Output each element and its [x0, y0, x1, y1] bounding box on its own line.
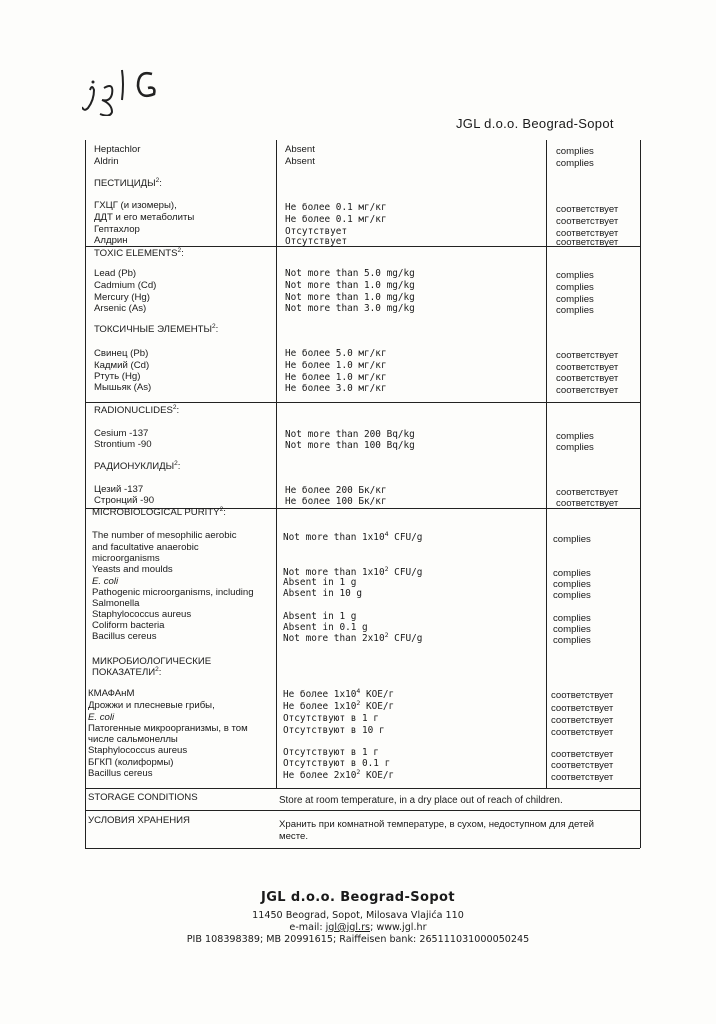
section-title	[94, 178, 162, 190]
cell-label: Патогенные микроорганизмы, в том	[88, 723, 248, 734]
cell-status: complies	[556, 442, 594, 453]
cell-value: Не более 1.0 мг/кг	[285, 360, 387, 371]
value-text: Не более 1x10	[283, 689, 357, 700]
cell-status: соответствует	[551, 715, 614, 726]
cell-label: Pathogenic microorganisms, including	[92, 587, 254, 598]
section-title	[94, 405, 179, 417]
cell-value: Отсутствуют в 1 г	[283, 747, 379, 758]
section-title	[94, 248, 184, 260]
cell-value: Absent	[285, 156, 315, 167]
cell-value: Not more than 100 Bq/kg	[285, 440, 415, 451]
cell-label: Aldrin	[94, 156, 119, 167]
unit: CFU/g	[388, 633, 423, 644]
cell-status: complies	[553, 579, 591, 590]
cell-value: Not more than 1.0 mg/kg	[285, 280, 415, 291]
cell-value	[283, 532, 422, 544]
cell-label: Bacillus cereus	[88, 768, 153, 779]
cell-label: Mercury (Hg)	[94, 292, 150, 303]
cell-label: Мышьяк (As)	[94, 382, 152, 393]
cell-status: соответствует	[551, 727, 614, 738]
cell-label: The number of mesophilic aerobic	[92, 530, 237, 541]
cell-status: complies	[553, 635, 591, 646]
cell-status: соответствует	[556, 204, 619, 215]
section-title-text: RADIONUCLIDES	[94, 405, 173, 416]
cell-status: соответствует	[551, 703, 614, 714]
unit: КОЕ/г	[360, 701, 395, 712]
cell-label: Ртуть (Hg)	[94, 371, 141, 382]
cell-value: Отсутствуют в 0.1 г	[283, 758, 391, 769]
footer-address: 11450 Beograd, Sopot, Milosava Vlajića 110	[252, 910, 464, 921]
website-text: ; www.jgl.hr	[370, 922, 427, 933]
cell-status: complies	[556, 282, 594, 293]
cell-value: Не более 5.0 мг/кг	[285, 348, 387, 359]
exponent: 2	[356, 699, 361, 707]
exponent: 4	[384, 530, 389, 538]
cell-label: Salmonella	[92, 598, 140, 609]
colon: :	[215, 324, 219, 335]
storage-title: STORAGE CONDITIONS	[88, 792, 198, 803]
value-text: Not more than 1x10	[283, 532, 385, 543]
section-title	[92, 667, 161, 679]
row-divider-radio	[85, 402, 640, 403]
cell-status: соответствует	[556, 216, 619, 227]
cell-status: соответствует	[551, 690, 614, 701]
cell-value: Не более 0.1 мг/кг	[285, 214, 387, 225]
cell-label: Кадмий (Cd)	[94, 360, 150, 371]
table-divider-1	[276, 140, 277, 788]
section-title-text: ПОКАЗАТЕЛИ	[92, 667, 156, 678]
cell-status: complies	[553, 613, 591, 624]
cell-label: Staphylococcus aureus	[92, 609, 192, 620]
cell-label: Lead (Pb)	[94, 268, 137, 279]
footnote-mark: 2	[174, 460, 178, 467]
section-title-text: TOXIC ELEMENTS	[94, 248, 178, 259]
cell-value: Not more than 3.0 mg/kg	[285, 303, 415, 314]
cell-value: Отсутствуют в 1 г	[283, 713, 379, 724]
colon: :	[177, 461, 181, 472]
table-divider-2	[546, 140, 547, 788]
cell-value	[283, 770, 394, 782]
section-title	[94, 324, 218, 336]
cell-value: Не более 3.0 мг/кг	[285, 383, 387, 394]
cell-status: complies	[556, 305, 594, 316]
exponent: 2	[384, 565, 389, 573]
cell-status: соответствует	[556, 373, 619, 384]
section-title-text: ТОКСИЧНЫЕ ЭЛЕМЕНТЫ	[94, 324, 213, 335]
cell-value: Absent	[285, 144, 315, 155]
cell-status: complies	[556, 294, 594, 305]
section-title	[94, 461, 180, 473]
footer-registry: PIB 108398389; MB 20991615; Raiffeisen bank: 265111031000050245	[186, 934, 530, 945]
storage-value-ru: Хранить при комнатной температуре, в сухом, недоступном для детей месте.	[279, 819, 594, 842]
cell-label: Coliform bacteria	[92, 620, 165, 631]
cell-status: соответствует	[551, 749, 614, 760]
cell-label: Свинец (Pb)	[94, 348, 149, 359]
cell-label: Staphylococcus aureus	[88, 745, 188, 756]
cell-status: complies	[556, 270, 594, 281]
cell-label: Стронций -90	[94, 495, 155, 506]
cell-value: Not more than 5.0 mg/kg	[285, 268, 415, 279]
cell-label: Strontium -90	[94, 439, 152, 450]
cell-label: Cadmium (Cd)	[94, 280, 157, 291]
cell-value: Не более 200 Бк/кг	[285, 485, 387, 496]
cell-label: Arsenic (As)	[94, 303, 147, 314]
cell-label: Heptachlor	[94, 144, 141, 155]
cell-status: соответствует	[556, 228, 619, 239]
cell-value	[283, 701, 394, 713]
value-text: Not more than 1x10	[283, 567, 385, 578]
section-title-text: ПЕСТИЦИДЫ	[94, 178, 156, 189]
cell-label: Гептахлор	[94, 224, 140, 235]
cell-status: соответствует	[556, 498, 619, 509]
cell-value: Absent in 0.1 g	[283, 622, 368, 633]
colon: :	[181, 248, 184, 259]
unit: CFU/g	[388, 532, 423, 543]
cell-label: E. coli	[92, 576, 119, 587]
cell-status: соответствует	[556, 237, 619, 248]
cell-label: Дрожжи и плесневые грибы,	[88, 700, 215, 711]
unit: КОЕ/г	[360, 770, 395, 781]
footnote-mark: 2	[177, 247, 182, 254]
storage-value: Store at room temperature, in a dry place out of reach of children.	[279, 795, 563, 806]
email-link[interactable]: jgl@jgl.rs	[325, 922, 371, 933]
cell-value: Отсутствует	[285, 226, 348, 237]
cell-label: E. coli	[88, 712, 115, 723]
cell-label: Цезий -137	[94, 484, 144, 495]
cell-value: Не более 100 Бк/кг	[285, 496, 387, 507]
cell-value: Не более 0.1 мг/кг	[285, 202, 387, 213]
cell-value: Не более 1.0 мг/кг	[285, 372, 387, 383]
unit: КОЕ/г	[360, 689, 395, 700]
cell-status: complies	[556, 158, 594, 169]
cell-value	[283, 633, 422, 645]
colon: :	[223, 507, 226, 518]
exponent: 2	[356, 768, 361, 776]
footer-contact	[0, 922, 716, 933]
cell-value	[283, 689, 394, 701]
header-company-name: JGL d.o.o. Beograd-Sopot	[456, 116, 614, 131]
cell-status: соответствует	[556, 350, 619, 361]
email-label: e-mail:	[289, 922, 326, 933]
cell-status: соответствует	[551, 760, 614, 771]
cell-status: соответствует	[556, 385, 619, 396]
cell-value: Absent in 10 g	[283, 588, 363, 599]
cell-label: microorganisms	[92, 553, 160, 564]
storage-title-ru: УСЛОВИЯ ХРАНЕНИЯ	[88, 815, 190, 826]
cell-status: соответствует	[551, 772, 614, 783]
cell-status: complies	[556, 431, 594, 442]
section-title	[92, 507, 226, 519]
cell-label: ДДТ и его метаболиты	[94, 212, 195, 223]
footnote-mark: 2	[155, 177, 160, 184]
value-text: Не более 1x10	[283, 701, 357, 712]
footnote-mark: 2	[155, 666, 159, 673]
cell-label: БГКП (колиформы)	[88, 757, 174, 768]
cell-status: соответствует	[556, 362, 619, 373]
cell-label: КМАФАнМ	[88, 688, 135, 699]
exponent: 4	[356, 687, 361, 695]
row-divider-storage-ru	[85, 810, 640, 811]
cell-label: Yeasts and moulds	[92, 564, 173, 575]
colon: :	[176, 405, 180, 416]
value-text: Не более 2x10	[283, 770, 357, 781]
cell-status: complies	[553, 534, 591, 545]
footnote-mark: 2	[172, 404, 177, 411]
colon: :	[158, 667, 162, 678]
section-title-text: MICROBIOLOGICAL PURITY	[92, 507, 220, 518]
table-border-bottom	[85, 848, 640, 849]
unit: CFU/g	[388, 567, 423, 578]
cell-value: Absent in 1 g	[283, 611, 357, 622]
cell-value: Not more than 200 Bq/kg	[285, 429, 415, 440]
row-divider-storage	[85, 788, 640, 789]
footer-company-name: JGL d.o.o. Beograd-Sopot	[260, 890, 456, 905]
exponent: 2	[384, 631, 389, 639]
cell-label: числе сальмонеллы	[88, 734, 178, 745]
cell-status: соответствует	[556, 487, 619, 498]
cell-label: Алдрин	[94, 235, 128, 246]
cell-label: ГХЦГ (и изомеры),	[94, 200, 177, 211]
cell-status: complies	[556, 146, 594, 157]
section-title-text: РАДИОНУКЛИДЫ	[94, 461, 175, 472]
cell-label: Bacillus cereus	[92, 631, 157, 642]
table-border-right	[640, 140, 641, 848]
footnote-mark: 2	[212, 323, 216, 330]
cell-label: Cesium -137	[94, 428, 149, 439]
section-title-line1: МИКРОБИОЛОГИЧЕСКИЕ	[92, 656, 212, 667]
cell-label: and facultative anaerobic	[92, 542, 199, 553]
value-text: Not more than 2x10	[283, 633, 385, 644]
cell-value: Absent in 1 g	[283, 577, 357, 588]
cell-value: Not more than 1.0 mg/kg	[285, 292, 415, 303]
cell-value: Отсутствует	[285, 236, 348, 247]
cell-value: Отсутствуют в 10 г	[283, 725, 385, 736]
footnote-mark: 2	[219, 506, 224, 513]
cell-status: complies	[553, 624, 591, 635]
cell-status: complies	[553, 590, 591, 601]
colon: :	[159, 178, 162, 189]
cell-status: complies	[553, 568, 591, 579]
